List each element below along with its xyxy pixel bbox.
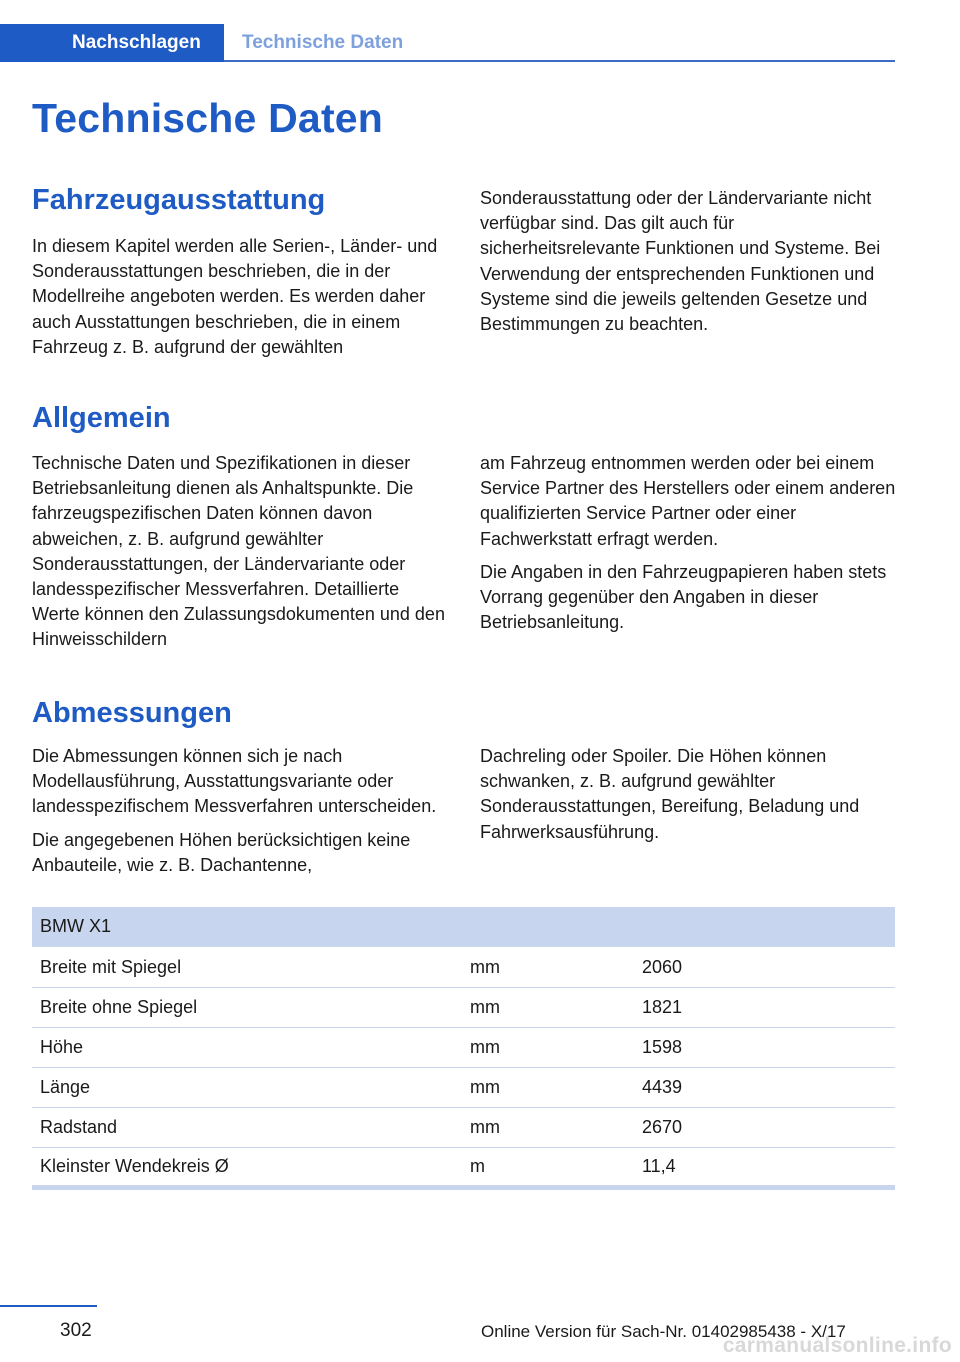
table-row xyxy=(32,947,895,987)
header-tabs xyxy=(0,24,895,62)
allgemein-right-column xyxy=(480,451,896,643)
paragraph: Dachreling oder Spoiler. Die Höhen können schwanken, z. B. aufgrund gewählter Sonderausstattungen, Bereifung, Beladung und Fahrwerksausführung. xyxy=(480,746,860,842)
row-unit: mm xyxy=(462,1067,634,1107)
row-unit: mm xyxy=(462,1107,634,1147)
tab-nachschlagen[interactable]: Nachschlagen xyxy=(0,24,224,62)
row-unit: mm xyxy=(462,987,634,1027)
paragraph: am Fahrzeug entnommen werden oder bei einem Service Partner des Herstellers oder einem anderen qualifizierten Service Partner oder einer Fachwerkstatt erfragt werden. xyxy=(480,453,896,549)
abmessungen-left-column xyxy=(32,744,450,886)
table-row xyxy=(32,987,895,1027)
page-number: 302 xyxy=(60,1320,92,1341)
paragraph: Sonderausstattung oder der Ländervariante nicht verfügbar sind. Das gilt auch für sicherheitsrelevante Funktionen und Systeme. Bei Verwendung der entsprechenden Funktionen und Systeme sind die jeweils geltenden Gesetze und Bestimmungen zu beachten. xyxy=(480,188,881,335)
row-value: 4439 xyxy=(634,1067,895,1107)
row-label: Höhe xyxy=(32,1027,462,1067)
table-row xyxy=(32,1107,895,1147)
table-header-row xyxy=(32,907,895,947)
row-value: 11,4 xyxy=(634,1147,895,1187)
row-unit: mm xyxy=(462,1027,634,1067)
row-unit: mm xyxy=(462,947,634,987)
tab-technische-daten[interactable]: Technische Daten xyxy=(242,32,404,53)
abmessungen-right-column xyxy=(480,744,896,853)
row-value: 1598 xyxy=(634,1027,895,1067)
table-row xyxy=(32,1027,895,1067)
paragraph: In diesem Kapitel werden alle Serien-, Länder- und Sonderausstattungen beschrieben, die in der Modellreihe angeboten werden. Es werden daher auch Ausstattungen beschrieben, die in einem Fahrzeug z. B. aufgrund der gewählten xyxy=(32,236,438,357)
row-value: 2060 xyxy=(634,947,895,987)
row-label: Breite ohne Spiegel xyxy=(32,987,462,1027)
row-label: Radstand xyxy=(32,1107,462,1147)
paragraph: Die Angaben in den Fahrzeugpapieren haben stets Vorrang gegenüber den Angaben in dieser Betriebsanleitung. xyxy=(480,561,887,633)
table-row xyxy=(32,1067,895,1107)
watermark: carmanualsonline.info xyxy=(722,1334,952,1357)
allgemein-left-column xyxy=(32,451,450,661)
dimensions-table xyxy=(32,907,895,1190)
paragraph: Technische Daten und Spezifikationen in dieser Betriebsanleitung dienen als Anhaltspunkte. Die fahrzeugspezifischen Daten können davon abweichen, z. B. aufgrund gewählter Sonderausstattungen, der Ländervariante oder landesspezifischer Messverfahren. Detaillierte Werte können den Zulassungsdokumenten und den Hinweisschildern xyxy=(32,453,445,650)
footer-online-version: Online Version für Sach-Nr. 01402985438 - X/17 xyxy=(481,1322,846,1341)
heading-fahrzeugausstattung: Fahrzeugausstattung xyxy=(32,184,326,216)
row-value: 2670 xyxy=(634,1107,895,1147)
footer-divider xyxy=(0,1305,97,1307)
heading-allgemein: Allgemein xyxy=(32,402,171,434)
page-title: Technische Daten xyxy=(32,95,384,141)
table-row xyxy=(32,1147,895,1187)
fahrzeug-right-column xyxy=(480,186,896,345)
heading-abmessungen: Abmessungen xyxy=(32,697,232,729)
row-label: Kleinster Wendekreis Ø xyxy=(32,1147,462,1187)
row-label: Länge xyxy=(32,1067,462,1107)
table-header: BMW X1 xyxy=(32,907,895,947)
fahrzeug-left-column xyxy=(32,234,450,368)
paragraph: Die Abmessungen können sich je nach Modellausführung, Ausstattungsvariante oder landesspezifischem Messverfahren unterscheiden. xyxy=(32,746,437,817)
row-label: Breite mit Spiegel xyxy=(32,947,462,987)
row-unit: m xyxy=(462,1147,634,1187)
row-value: 1821 xyxy=(634,987,895,1027)
paragraph: Die angegebenen Höhen berücksichtigen keine Anbauteile, wie z. B. Dachantenne, xyxy=(32,829,411,875)
